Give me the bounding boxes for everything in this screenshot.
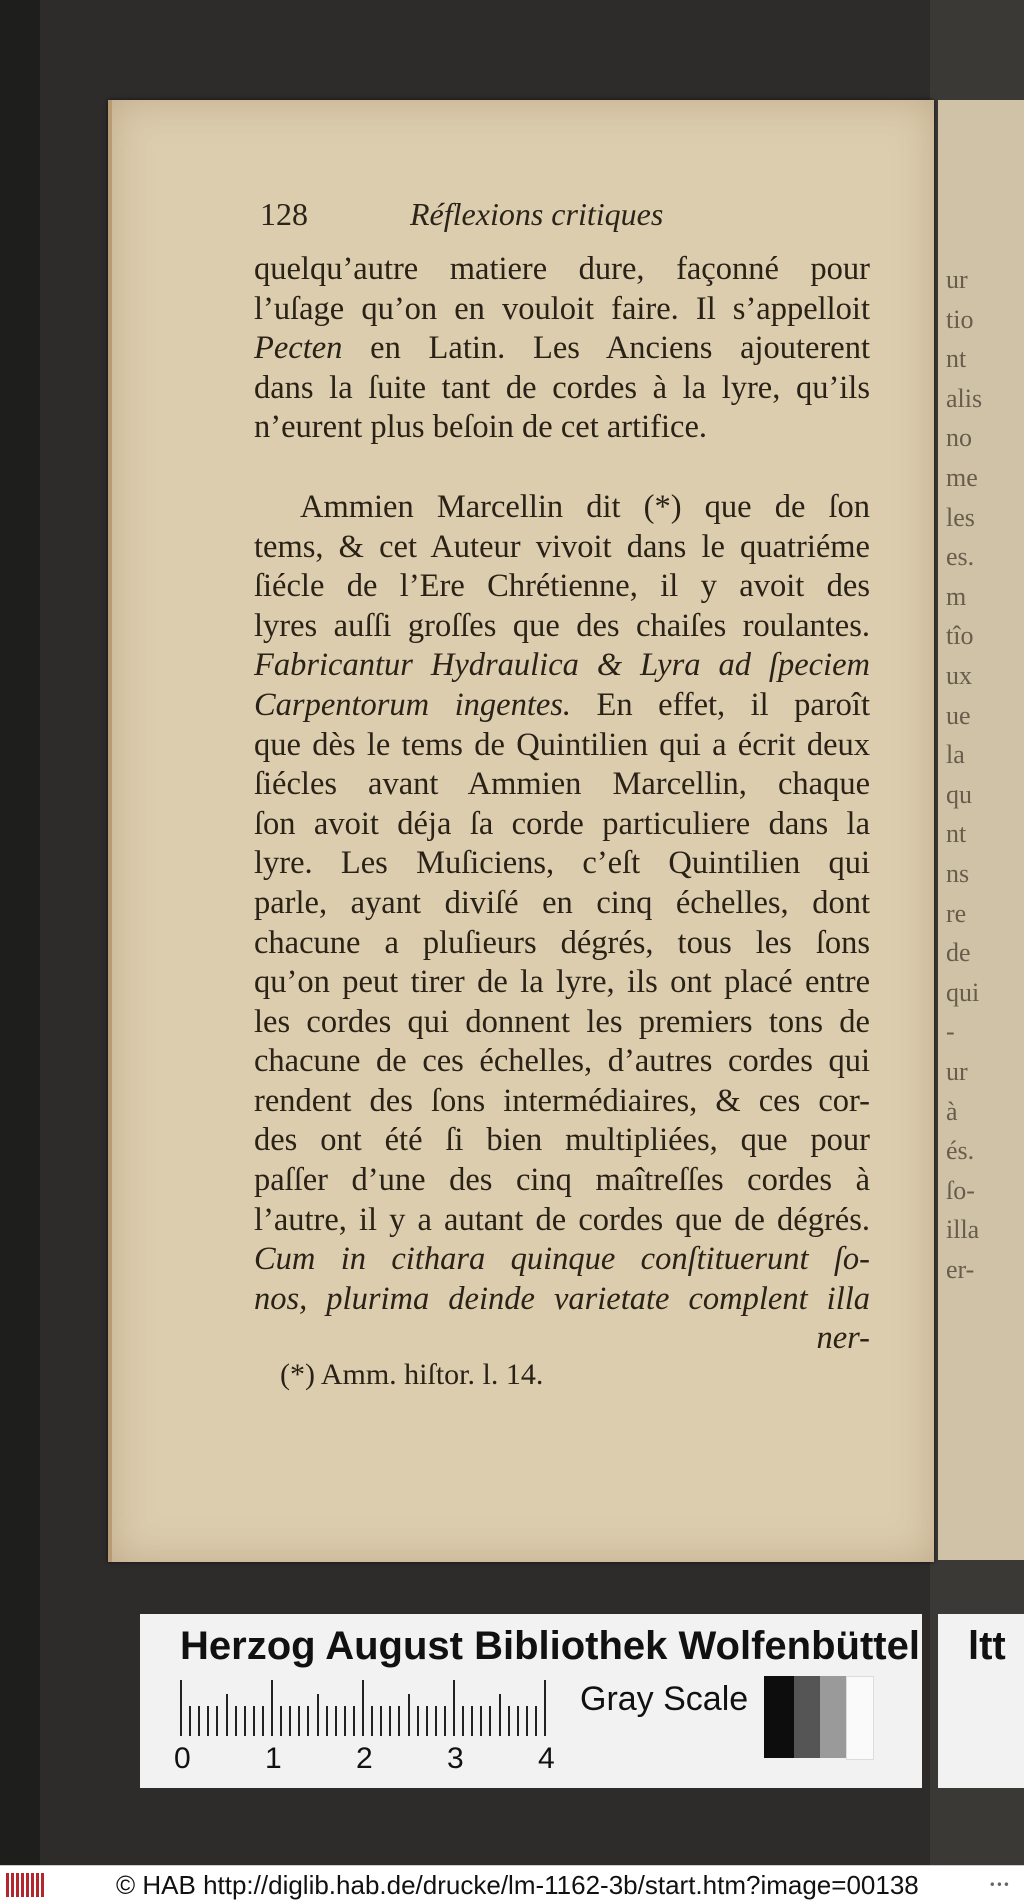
text-line: chacune de ces échelles, d’autres cordes qui <box>254 1043 870 1080</box>
facing-page-fragment: - <box>946 1017 955 1047</box>
text-line: rendent des ſons intermédiaires, & ces cor- <box>254 1082 870 1119</box>
ruler-tick <box>244 1706 246 1736</box>
ruler-tick <box>253 1706 255 1736</box>
catchword: ner- <box>816 1320 870 1357</box>
text-line: des ont été ſi bien multipliées, que pour <box>254 1122 870 1159</box>
facing-page-fragment: re <box>946 898 967 928</box>
color-bar-right-fragment <box>938 1614 1024 1788</box>
ruler-tick <box>271 1680 273 1736</box>
viewer-footer <box>0 1865 1024 1904</box>
ruler-tick <box>216 1706 218 1736</box>
ruler-tick <box>335 1706 337 1736</box>
ruler-number: 1 <box>265 1742 282 1775</box>
ruler-tick <box>408 1694 410 1736</box>
facing-page-fragment: ſo- <box>946 1175 975 1205</box>
ruler-tick <box>280 1706 282 1736</box>
text-line: n’eurent plus beſoin de cet artifice. <box>254 409 708 446</box>
footer-copyright-link[interactable]: © HAB http://diglib.hab.de/drucke/lm-1162-3b/start.htm?image=00138 <box>116 1870 919 1900</box>
text-line: quelqu’autre matiere dure, façonné pour <box>254 251 870 287</box>
ruler-number: 4 <box>538 1742 555 1775</box>
text-line: ſiécles avant Ammien Marcellin, chaque <box>254 766 870 803</box>
ruler-tick <box>226 1694 228 1736</box>
text-line: ſon avoit déja ſa corde particuliere dans la <box>254 805 870 842</box>
facing-page-fragment: alis <box>946 383 983 413</box>
ruler-tick <box>180 1680 182 1736</box>
facing-page-fragment: tîo <box>946 621 974 651</box>
text-line: qu’on peut tirer de la lyre, ils ont placé entre <box>254 964 870 1001</box>
ruler-tick <box>471 1706 473 1736</box>
ruler-tick <box>262 1706 264 1736</box>
ruler-tick <box>435 1706 437 1736</box>
ruler-tick <box>544 1680 546 1736</box>
ruler-tick <box>380 1706 382 1736</box>
color-bar-fragment-text: ltt <box>968 1624 1006 1668</box>
text-line: chacune a pluſieurs dégrés, tous les ſons <box>254 924 870 961</box>
ruler-tick <box>326 1706 328 1736</box>
ruler-number: 3 <box>447 1742 464 1775</box>
ruler-tick <box>198 1706 200 1736</box>
measurement-ruler <box>180 1680 550 1736</box>
text-line: Fabricantur Hydraulica & Lyra ad ſpeciem <box>254 647 870 684</box>
ruler-tick <box>480 1706 482 1736</box>
hab-logo-icon[interactable] <box>6 1873 44 1897</box>
text-line: dans la ſuite tant de cordes à la lyre, qu’ils <box>254 369 870 406</box>
black-swatch <box>764 1676 794 1758</box>
ruler-tick <box>235 1706 237 1736</box>
ruler-tick <box>189 1706 191 1736</box>
ruler-tick <box>207 1706 209 1736</box>
text-line: ſiécle de l’Ere Chrétienne, il y avoit des <box>254 568 870 605</box>
color-calibration-bar <box>140 1614 922 1788</box>
institution-name: Herzog August Bibliothek Wolfenbüttel <box>180 1624 920 1668</box>
ruler-tick <box>499 1694 501 1736</box>
facing-page-fragment: la <box>946 740 965 770</box>
body-text <box>254 250 870 1359</box>
ruler-tick <box>508 1706 510 1736</box>
text-line: lyre. Les Muſiciens, c’eſt Quintilien qui <box>254 845 870 882</box>
ruler-number: 0 <box>174 1742 191 1775</box>
facing-page-fragment: les <box>946 502 975 532</box>
facing-page-fragment: ur <box>946 1057 968 1086</box>
facing-page-fragment: nt <box>946 344 967 374</box>
facing-page-fragment: ur <box>946 265 968 294</box>
ruler-tick <box>362 1680 364 1736</box>
text-line: l’autre, il y a autant de cordes que de dégrés. <box>254 1201 870 1238</box>
facing-page-fragment: és. <box>946 1136 975 1166</box>
text-line: lyres auſſi groſſes que des chaiſes roulantes. <box>254 607 870 644</box>
text-line: parle, ayant diviſé en cinq échelles, dont <box>254 884 870 921</box>
text-line: nos, plurima deinde varietate complent illa <box>254 1280 870 1317</box>
text-line: Cum in cithara quinque conſtituerunt ſo- <box>254 1241 870 1278</box>
facing-page-fragment: ns <box>946 859 970 888</box>
ruler-tick <box>462 1706 464 1736</box>
ruler-tick <box>317 1694 319 1736</box>
ruler-tick <box>517 1706 519 1736</box>
facing-page-fragment: de <box>946 938 971 968</box>
text-line: les cordes qui donnent les premiers tons de <box>254 1003 870 1040</box>
facing-page-fragment: à <box>946 1096 958 1126</box>
ruler-number: 2 <box>356 1742 373 1775</box>
ruler-tick <box>453 1680 455 1736</box>
ruler-tick <box>344 1706 346 1736</box>
facing-page-fragment: nt <box>946 819 967 849</box>
facing-page-fragment: tio <box>946 304 974 334</box>
ruler-tick <box>398 1706 400 1736</box>
facing-page-fragment: no <box>946 423 972 453</box>
facing-page-fragment: qui <box>946 977 980 1007</box>
ruler-tick <box>417 1706 419 1736</box>
facing-page-fragment: er- <box>946 1255 975 1284</box>
light-swatch <box>846 1676 874 1760</box>
ruler-tick <box>426 1706 428 1736</box>
facing-page <box>938 100 1024 1560</box>
running-title: Réflexions critiques <box>410 196 664 232</box>
ruler-tick <box>289 1706 291 1736</box>
gray-scale-label: Gray Scale <box>580 1680 749 1718</box>
text-line: Carpentorum ingentes. En effet, il paroît <box>254 686 870 723</box>
page-number: 128 <box>260 196 308 232</box>
ruler-tick <box>371 1706 373 1736</box>
ruler-tick <box>489 1706 491 1736</box>
text-line: que dès le tems de Quintilien qui a écrit deux <box>254 726 870 763</box>
text-line: tems, & cet Auteur vivoit dans le quatriéme <box>254 528 870 565</box>
text-line: Ammien Marcellin dit (*) que de ſon <box>300 488 870 525</box>
facing-page-fragment: me <box>946 463 978 492</box>
ruler-tick <box>444 1706 446 1736</box>
scanner-edge <box>0 0 40 1865</box>
facing-page-fragment: qu <box>946 779 972 809</box>
ruler-tick <box>535 1706 537 1736</box>
more-icon[interactable]: ••• <box>988 1878 1010 1892</box>
ruler-tick <box>389 1706 391 1736</box>
ruler-tick <box>307 1706 309 1736</box>
ruler-tick <box>353 1706 355 1736</box>
text-line: l’uſage qu’on en vouloit faire. Il s’appelloit <box>254 290 870 327</box>
mid-gray-swatch <box>820 1676 846 1758</box>
text-line: Pecten en Latin. Les Anciens ajouterent <box>254 330 870 367</box>
facing-page-fragment: m <box>946 581 967 611</box>
text-line: paſſer d’une des cinq maîtreſſes cordes à <box>254 1162 870 1199</box>
facing-page-fragment: es. <box>946 542 975 572</box>
footnote: (*) Amm. hiſtor. l. 14. <box>280 1358 544 1391</box>
facing-page-fragment: ux <box>946 661 972 690</box>
dark-gray-swatch <box>794 1676 820 1758</box>
ruler-tick <box>298 1706 300 1736</box>
facing-page-fragment: ue <box>946 700 971 730</box>
ruler-tick <box>526 1706 528 1736</box>
facing-page-fragment: illa <box>946 1215 980 1245</box>
